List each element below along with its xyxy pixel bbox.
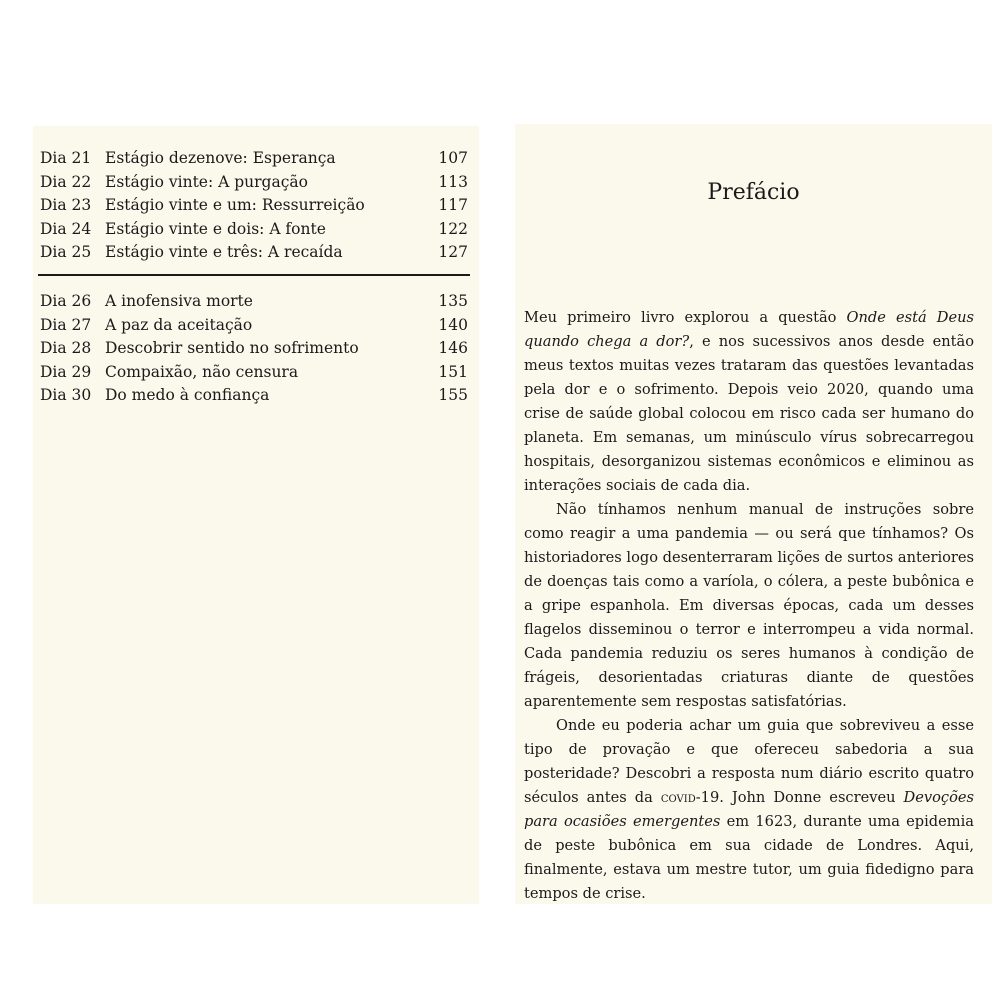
toc-day: Dia 30: [40, 386, 92, 404]
toc-day: Dia 29: [40, 362, 92, 381]
section-divider-rule: [38, 274, 470, 276]
paragraph-text: Meu primeiro livro explorou a questão: [524, 309, 847, 326]
book-title-italic: Devoções para ocasiões emergentes: [524, 789, 974, 830]
toc-day: Dia 21: [40, 149, 92, 167]
paragraph-text: , e nos sucessivos anos desde então meus textos muitas vezes trataram das questões levantadas pela dor e o sofrimento. Depois veio 2020, quando uma crise de saúde global colocou em risco cada ser humano do planeta. Em semanas, um minúsculo vírus sobrecarregou hospitais, desorganizou sistemas econômicos e eliminou as interações sociais de cada dia.: [524, 333, 974, 494]
toc-day: Dia 25: [40, 243, 92, 261]
toc-page-number: 151: [438, 362, 468, 381]
toc-entry: [40, 218, 468, 242]
toc-page-number: 140: [438, 315, 468, 334]
toc-chapter-title: Estágio vinte e três: A recaída: [105, 243, 343, 261]
paragraph-text: em 1623, durante uma epidemia de peste bubônica em sua cidade de Londres. Aqui, finalmente, estava um mestre tutor, um guia fidedigno para tempos de crise.: [524, 813, 974, 902]
toc-entry: [40, 147, 468, 171]
left-page-contents: [33, 126, 479, 904]
book-title-italic: Onde está Deus quando chega a dor?: [524, 309, 974, 350]
toc-page-number: 135: [438, 292, 468, 310]
toc-entry: [40, 361, 468, 385]
right-page-preface: [515, 124, 992, 904]
toc-day: Dia 24: [40, 219, 92, 238]
toc-entry: [40, 384, 468, 408]
small-caps-acronym: covid: [660, 790, 696, 806]
toc-page-number: 122: [438, 219, 468, 238]
toc-page-number: 113: [438, 172, 468, 191]
preface-body: [524, 306, 974, 906]
preface-paragraph-3: [524, 714, 974, 906]
toc-chapter-title: Descobrir sentido no sofrimento: [105, 339, 359, 357]
paragraph-text: Onde eu poderia achar um guia que sobreviveu a esse tipo de provação e que ofereceu sabedoria a sua posteridade? Descobri a resposta num diário escrito quatro séculos antes da: [524, 717, 974, 806]
toc-chapter-title: Estágio vinte: A purgação: [105, 172, 308, 191]
toc-entry: [40, 314, 468, 338]
toc-group-part-1: [40, 147, 468, 265]
toc-entry: [40, 241, 468, 265]
toc-day: Dia 26: [40, 292, 92, 310]
toc-chapter-title: A paz da aceitação: [105, 315, 253, 334]
preface-paragraph-2: Não tínhamos nenhum manual de instruções sobre como reagir a uma pandemia — ou será que tínhamos? Os historiadores logo desenterraram lições de surtos anteriores de doenças tais como a varíola, o cólera, a peste bubônica e a gripe espanhola. Em diversas épocas, cada um desses flagelos disseminou o terror e interrompeu a vida normal. Cada pandemia reduziu os seres humanos à condição de frágeis, desorientadas criaturas diante de questões aparentemente sem respostas satisfatórias.: [524, 501, 974, 710]
preface-heading: Prefácio: [707, 180, 800, 205]
toc-chapter-title: Estágio vinte e um: Ressurreição: [105, 196, 365, 214]
toc-entry: [40, 171, 468, 195]
toc-chapter-title: Estágio dezenove: Esperança: [105, 149, 336, 167]
toc-chapter-title: Compaixão, não censura: [105, 362, 299, 381]
toc-chapter-title: Estágio vinte e dois: A fonte: [105, 219, 326, 238]
toc-chapter-title: Do medo à confiança: [105, 386, 270, 404]
toc-page-number: 146: [438, 339, 468, 357]
paragraph-text: -19. John Donne escreveu: [695, 789, 904, 806]
toc-group-part-2: [40, 290, 468, 408]
toc-entry: [40, 290, 468, 314]
preface-paragraph-1: [524, 306, 974, 498]
toc-day: Dia 23: [40, 196, 92, 214]
toc-page-number: 127: [438, 243, 468, 261]
toc-chapter-title: A inofensiva morte: [105, 292, 253, 310]
toc-page-number: 117: [438, 196, 468, 214]
toc-page-number: 107: [438, 149, 468, 167]
toc-page-number: 155: [438, 386, 468, 404]
toc-entry: [40, 194, 468, 218]
toc-day: Dia 22: [40, 172, 92, 191]
toc-entry: [40, 337, 468, 361]
toc-day: Dia 28: [40, 339, 92, 357]
toc-day: Dia 27: [40, 315, 92, 334]
